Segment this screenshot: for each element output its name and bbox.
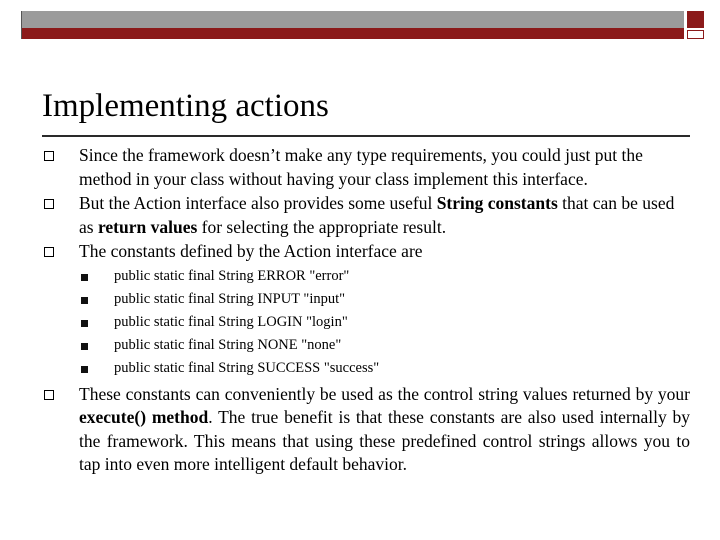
bullet-bold-text: String constants [436,193,558,213]
constant-text: public static final String LOGIN "login" [114,313,348,330]
bullet-list [42,144,690,478]
bullet-text: that can be used as [79,193,675,237]
constant-text: public static final String NONE "none" [114,336,342,353]
filled-square-bullet-icon [81,320,88,327]
square-bullet-icon [44,199,54,209]
constant-item [42,311,690,334]
bullet-text: These constants can conveniently be used as the control string values returned by your [79,383,690,404]
title-divider [42,135,690,137]
constant-text: public static final String SUCCESS "success" [114,359,380,376]
square-bullet-icon [44,390,54,400]
header-square-outline [687,30,704,39]
constant-item [42,288,690,311]
square-bullet-icon [44,247,54,257]
bullet-bold-text: execute() method [79,407,209,427]
bullet-text: The constants defined by the Action interface are [79,241,423,261]
square-bullet-icon [44,151,54,161]
filled-square-bullet-icon [81,343,88,350]
bullet-text: for selecting the appropriate result. [197,216,447,237]
constants-list [42,265,690,380]
bullet-bold-text: return values [97,216,198,237]
bullet-item [42,383,690,477]
header-bar-outline [21,11,684,39]
filled-square-bullet-icon [81,366,88,373]
filled-square-bullet-icon [81,274,88,281]
header-square-filled [687,11,704,28]
constant-item [42,357,690,380]
bullet-item [42,144,690,191]
bullet-text: But the Action interface also provides some useful [79,193,437,213]
constant-text: public static final String INPUT "input" [114,290,346,307]
filled-square-bullet-icon [81,297,88,304]
bullet-item [42,240,690,264]
bullet-text: Since the framework doesn’t make any type requirements, you could just put the method in your class without having your class implement this interface. [79,145,643,189]
bullet-text: . The true benefit is that these constants are also used internally by the framework. This means that using these predefined control strings allows you to tap into even more intelligent default behavior. [79,407,690,474]
constants-sublist-wrapper [42,265,690,380]
constant-item [42,334,690,357]
slide-title: Implementing actions [42,88,329,124]
constant-item [42,265,690,288]
bullet-item [42,192,690,239]
constant-text: public static final String ERROR "error" [114,267,350,284]
